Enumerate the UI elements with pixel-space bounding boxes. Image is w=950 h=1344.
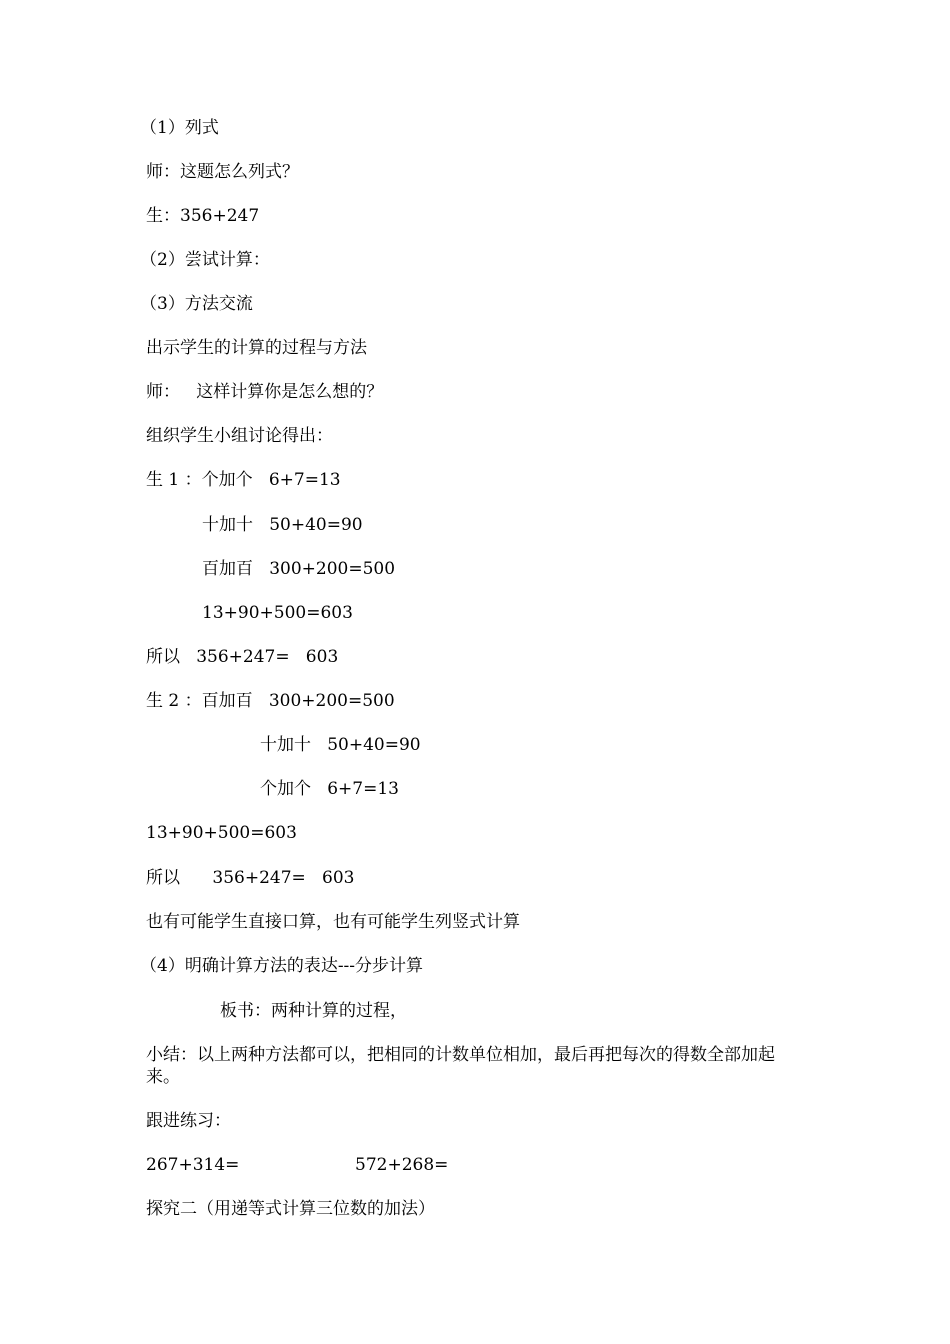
practice-heading: 跟进练习： [146, 1111, 231, 1131]
teacher-question: 师： 这样计算你是怎么想的？ [146, 382, 384, 402]
step-2-heading: （2）尝试计算： [140, 250, 270, 270]
practice-problem-2: 572+268= [355, 1155, 449, 1175]
calc-line: 百加百 300+200=500 [202, 559, 396, 579]
body-line: 组织学生小组讨论得出： [146, 426, 333, 446]
section-heading: 探究二（用递等式计算三位数的加法） [146, 1199, 435, 1219]
result-line: 所以 356+247= 603 [146, 647, 339, 667]
board-note: 板书：两种计算的过程， [220, 1001, 407, 1021]
student-1-line: 生 1 ：个加个 6+7=13 [146, 470, 341, 490]
teacher-line: 师：这题怎么列式？ [146, 162, 299, 182]
calc-line: 13+90+500=603 [146, 823, 297, 843]
result-line: 所以 356+247= 603 [146, 868, 355, 888]
calc-line: 个加个 6+7=13 [260, 779, 399, 799]
summary-paragraph: 小结：以上两种方法都可以，把相同的计数单位相加，最后再把每次的得数全部加起来。 [146, 1045, 775, 1087]
practice-problem-1: 267+314= [146, 1155, 240, 1175]
student-2-line: 生 2 ：百加百 300+200=500 [146, 691, 395, 711]
body-line: 出示学生的计算的过程与方法 [146, 338, 367, 358]
student-line: 生：356+247 [146, 206, 260, 226]
body-line: 也有可能学生直接口算，也有可能学生列竖式计算 [146, 912, 520, 932]
calc-line: 13+90+500=603 [202, 603, 353, 623]
calc-line: 十加十 50+40=90 [260, 735, 421, 755]
calc-line: 十加十 50+40=90 [202, 515, 363, 535]
step-1-heading: （1）列式 [140, 118, 219, 138]
step-3-heading: （3）方法交流 [140, 294, 253, 314]
step-4-heading: （4）明确计算方法的表达---分步计算 [140, 956, 424, 976]
